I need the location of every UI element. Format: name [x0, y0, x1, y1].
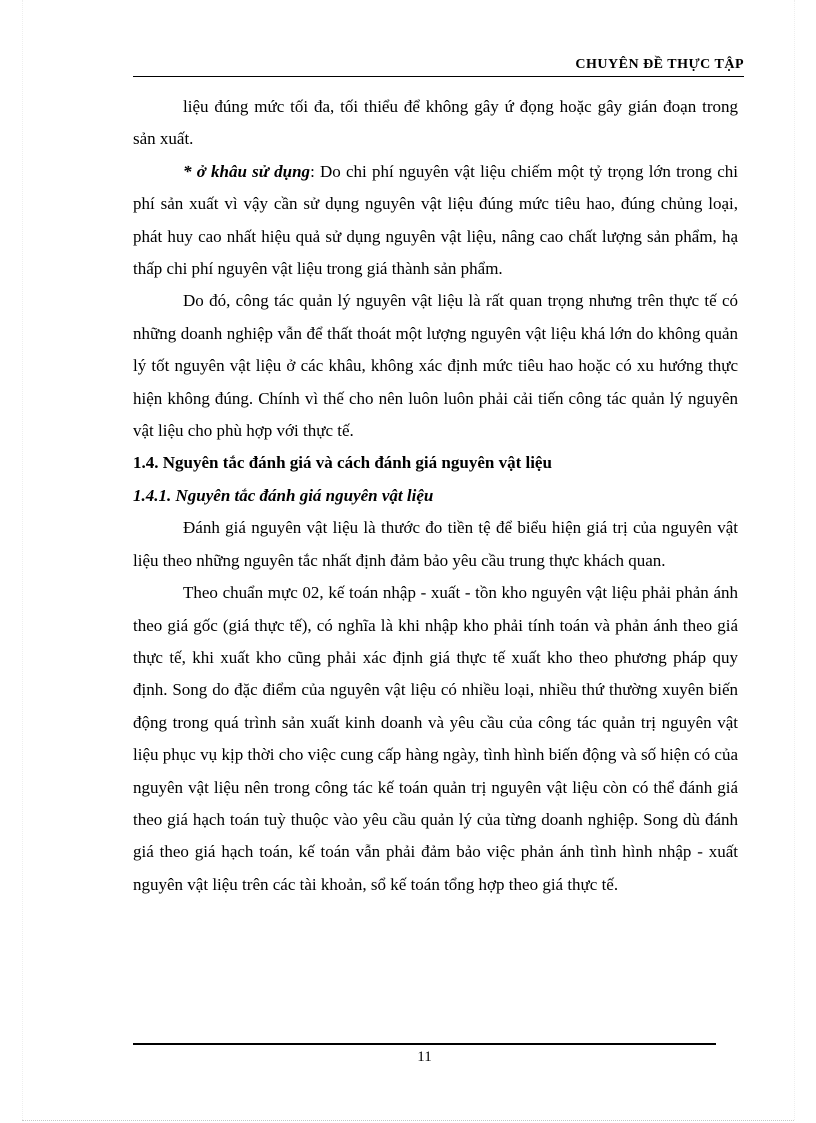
section-heading: 1.4. Nguyên tắc đánh giá và cách đánh giá nguyên vật liệu — [133, 453, 552, 473]
paragraph-usage-stage — [133, 156, 738, 286]
header-title: CHUYÊN ĐỀ THỰC TẬP — [575, 57, 744, 72]
page-border-bottom — [22, 1120, 794, 1121]
paragraph-valuation-definition: Đánh giá nguyên vật liệu là thước đo tiền tệ để biểu hiện giá trị của nguyên vật liệu theo những nguyên tắc nhất định đảm bảo yêu cầu trung thực khách quan. — [133, 518, 738, 570]
footer-rule — [133, 1043, 716, 1045]
page-border-left — [22, 0, 23, 1120]
usage-stage-label: * ở khâu sử dụng — [183, 161, 311, 181]
usage-stage-text: : Do chi phí nguyên vật liệu chiếm một tỷ trọng lớn trong chi phí sản xuất vì vậy cần sử dụng nguyên vật liệu đúng mức tiêu hao, đúng chủng loại, phát huy cao nhất hiệu quả sử dụng nguyên vật liệu, nâng cao chất lượng sản phẩm, hạ thấp chi phí nguyên vật liệu trong giá thành sản phẩm. — [133, 161, 738, 279]
page-border-right — [794, 0, 795, 1120]
page-number: 11 — [417, 1049, 432, 1065]
paragraph-management: Do đó, công tác quản lý nguyên vật liệu là rất quan trọng nhưng trên thực tế có những doanh nghiệp vẫn để thất thoát một lượng nguyên vật liệu khá lớn do không quản lý tốt nguyên vật liệu ở các khâu, không xác định mức tiêu hao hoặc có xu hướng thực hiện không đúng. Chính vì thế cho nên luôn luôn phải cải tiến công tác quản lý nguyên vật liệu cho phù hợp với thực tế. — [133, 291, 738, 441]
paragraph-standard-02: Theo chuẩn mực 02, kế toán nhập - xuất - tồn kho nguyên vật liệu phải phản ánh theo giá gốc (giá thực tế), có nghĩa là khi nhập kho phải tính toán và phản ánh theo giá thực tế, khi xuất kho cũng phải xác định giá thực tế xuất kho theo phương pháp quy định. Song do đặc điểm của nguyên vật liệu có nhiều loại, nhiều thứ thường xuyên biến động trong quá trình sản xuất kinh doanh và yêu cầu của công tác quản trị nguyên vật liệu phục vụ kịp thời cho việc cung cấp hàng ngày, tình hình biến động và số hiện có của nguyên vật liệu nên trong công tác kế toán quản trị nguyên vật liệu còn có thể đánh giá theo giá hạch toán tuỳ thuộc vào yêu cầu quản lý của từng doanh nghiệp. Song dù đánh giá theo giá hạch toán, kế toán vẫn phải đảm bảo việc phản ánh tình hình nhập - xuất nguyên vật liệu trên các tài khoản, sổ kế toán tổng hợp theo giá thực tế. — [133, 583, 738, 894]
document-body — [133, 91, 738, 901]
header-rule — [133, 76, 744, 77]
paragraph-continuation: liệu đúng mức tối đa, tối thiểu để không gây ứ đọng hoặc gây gián đoạn trong sản xuất. — [133, 97, 738, 149]
subsection-heading: 1.4.1. Nguyên tắc đánh giá nguyên vật liệu — [133, 485, 434, 505]
